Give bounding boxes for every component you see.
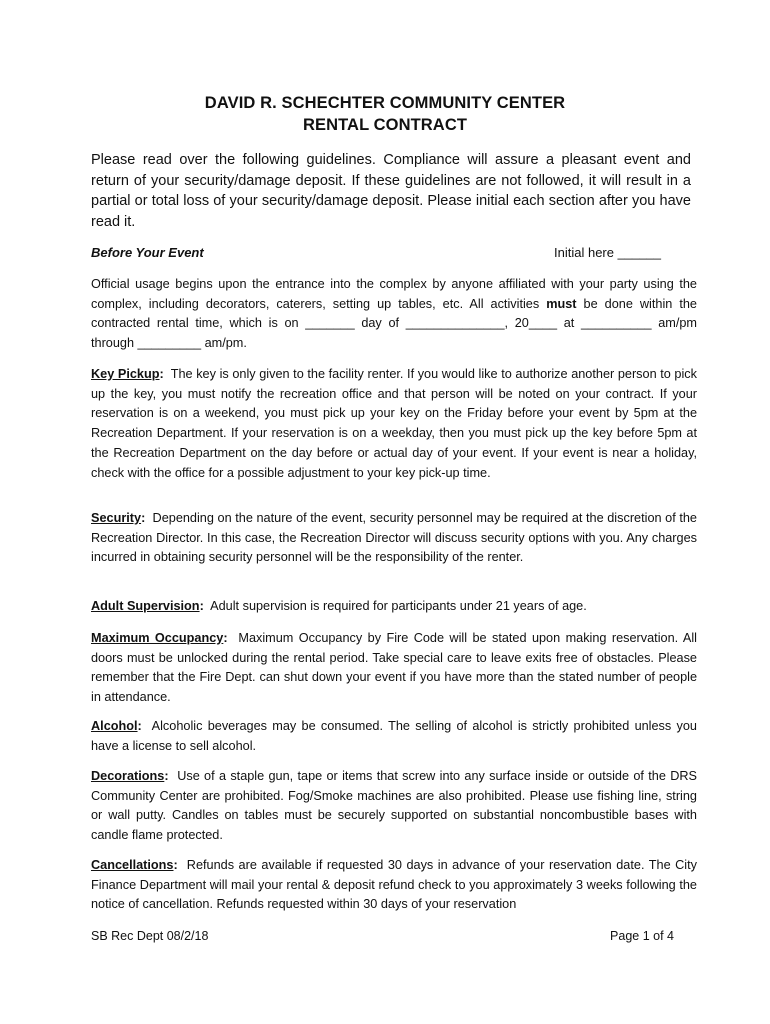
alcohol-label: Alcohol — [91, 719, 138, 733]
initial-here-field[interactable]: Initial here ______ — [554, 245, 661, 260]
decorations-text: Use of a staple gun, tape or items that screw into any surface inside or outside of the DRS Community Center are prohibited. Fog/Smoke machines are also prohibited. Please use fishing line, string or wall putty. Candles on tables must be securely supported on substantial noncombustible bases with candle flame protected. — [91, 769, 697, 843]
document-subtitle: RENTAL CONTRACT — [302, 116, 468, 134]
security-text: Depending on the nature of the event, security personnel may be required at the discretion of the Recreation Director. In this case, the Recreation Director will discuss security options with you. Any charges incurred in obtaining security personnel will be the responsibility of the renter. — [91, 511, 697, 565]
before-event-text-b: be done within the contracted rental time, which is on _______ day of ______________, 20____ at __________ am/pm through _________ am/pm. — [91, 296, 697, 351]
before-event-heading: Before Your Event — [91, 245, 204, 260]
max-occupancy-section: Maximum Occupancy: Maximum Occupancy by Fire Code will be stated upon making reservation. All doors must be unlocked during the rental period. Take special care to leave exits free of obstacles. Please remember that the Fire Dept. can shut down your event if you have more than the stated number of people in attendance. — [91, 631, 697, 705]
security-label: Security — [91, 511, 142, 525]
adult-supervision-section: Adult Supervision: Adult supervision is required for participants under 21 years of age. — [91, 599, 587, 613]
footer-department-date: SB Rec Dept 08/2/18 — [91, 929, 209, 943]
max-occupancy-text: Maximum Occupancy by Fire Code will be stated upon making reservation. All doors must be unlocked during the rental period. Take special care to leave exits free of obstacles. Please remember that the Fire Dept. can shut down your event if you have more than the stated number of people in attendance. — [91, 631, 697, 705]
intro-paragraph: Please read over the following guidelines. Compliance will assure a pleasant event and return of your security/damage deposit. If these guidelines are not followed, it will result in a partial or total loss of your security/damage deposit. Please initial each section after you have read it. — [91, 152, 691, 230]
document-title: DAVID R. SCHECHTER COMMUNITY CENTER — [204, 94, 566, 112]
max-occupancy-label: Maximum Occupancy — [91, 631, 224, 645]
decorations-label: Decorations — [91, 769, 165, 783]
key-pickup-section: Key Pickup: The key is only given to the facility renter. If you would like to authorize another person to pick up the key, you must notify the recreation office and that person will be noted on your contract. If your reservation is on a weekend, you must pick up your key on the Friday before your event by 5pm at the Recreation Department. If your reservation is on a weekday, then you must pick up the key before 5pm at the Recreation Department on the day before or actual day of your event. If your event is near a holiday, check with the office for a possible adjustment to your key pick-up time. — [91, 367, 697, 480]
cancellations-label: Cancellations — [91, 858, 174, 872]
before-event-paragraph — [91, 275, 697, 354]
adult-supervision-label: Adult Supervision — [91, 599, 200, 613]
decorations-section: Decorations: Use of a staple gun, tape or items that screw into any surface inside or outside of the DRS Community Center are prohibited. Fog/Smoke machines are also prohibited. Please use fishing line, string or wall putty. Candles on tables must be securely supported on substantial noncombustible bases with candle flame protected. — [91, 769, 697, 843]
security-section: Security: Depending on the nature of the event, security personnel may be required at the discretion of the Recreation Director. In this case, the Recreation Director will discuss security options with you. Any charges incurred in obtaining security personnel will be the responsibility of the renter. — [91, 511, 697, 565]
alcohol-text: Alcoholic beverages may be consumed. The selling of alcohol is strictly prohibited unless you have a license to sell alcohol. — [91, 719, 697, 753]
before-event-text-a: Official usage begins upon the entrance into the complex by anyone affiliated with your party using the complex, including decorators, caterers, setting up tables, etc. All activities — [91, 277, 697, 311]
alcohol-section: Alcohol: Alcoholic beverages may be consumed. The selling of alcohol is strictly prohibited unless you have a license to sell alcohol. — [91, 719, 697, 753]
cancellations-section: Cancellations: Refunds are available if requested 30 days in advance of your reservation date. The City Finance Department will mail your rental & deposit refund check to you approximately 3 weeks following the notice of cancellation. Refunds requested within 30 days of your reservation — [91, 858, 697, 912]
key-pickup-text: The key is only given to the facility renter. If you would like to authorize another person to pick up the key, you must notify the recreation office and that person will be noted on your contract. If your reservation is on a weekend, you must pick up your key on the Friday before your event by 5pm at the Recreation Department. If your reservation is on a weekday, then you must pick up the key before 5pm at the Recreation Department on the day before or actual day of your event. If your event is near a holiday, check with the office for a possible adjustment to your key pick-up time. — [91, 367, 697, 480]
footer-page-number: Page 1 of 4 — [610, 929, 674, 943]
adult-supervision-text: Adult supervision is required for participants under 21 years of age. — [210, 599, 587, 613]
before-event-must: must — [546, 296, 577, 311]
cancellations-text: Refunds are available if requested 30 days in advance of your reservation date. The City Finance Department will mail your rental & deposit refund check to you approximately 3 weeks following the notice of cancellation. Refunds requested within 30 days of your reservation — [91, 858, 697, 912]
key-pickup-label: Key Pickup — [91, 367, 160, 381]
